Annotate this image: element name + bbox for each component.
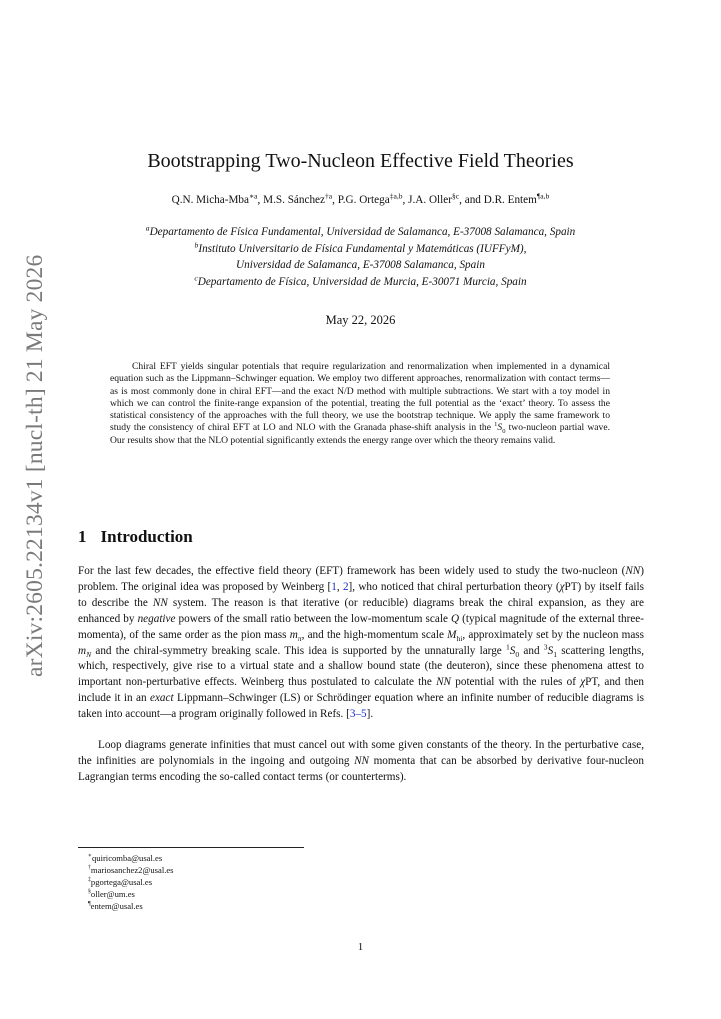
author-marks: †a <box>324 191 333 201</box>
paper-title: Bootstrapping Two-Nucleon Effective Field Theories <box>147 150 574 172</box>
section-title: Introduction <box>100 527 193 546</box>
footnote-email: †mariosanchez2@usal.es <box>88 865 174 876</box>
citation-link[interactable]: 1 <box>331 580 337 593</box>
author-name: P.G. Ortega <box>337 194 390 206</box>
affiliation-a: $^a$Departamento de Física Fundamental, Universidad de Salamanca, E-37008 Salamanca, Spain <box>145 223 576 238</box>
footnote-email: ‡pgortega@usal.es <box>88 877 153 888</box>
author-marks: §c <box>451 191 460 201</box>
arxiv-identifier-text: arXiv:2605.22134v1 [nucl-th] 21 May 2026 <box>22 254 48 677</box>
author-marks: ∗a <box>248 191 258 201</box>
footnote-email: ¶entem@usal.es <box>88 901 143 912</box>
footnote-email: ∗quiricomba@usal.es <box>88 853 163 863</box>
affiliation-c: $^c$Departamento de Física, Universidad de Murcia, E-30071 Murcia, Spain <box>194 272 527 288</box>
section-number: 1 <box>78 527 87 546</box>
section-heading <box>78 527 193 547</box>
affiliations <box>0 224 721 290</box>
paper-date: May 22, 2026 <box>325 313 396 327</box>
author-name: Q.N. Micha-Mba <box>171 194 249 206</box>
citation-link[interactable]: 2 <box>342 580 349 593</box>
paragraph-1: For the last few decades, the effective field theory (EFT) framework has been widely used to study the two-nucleon (NN) problem. The original idea was proposed by Weinberg [1, 2], who noticed that chiral perturbation theory (χPT) by itself fails to describe the NN system. The reason is that iterative (or reducible) diagrams break the chiral expansion, as they are enhanced by negative powers of the small ratio between the low-momentum scale Q (typical magnitude of the external three-momenta), of the same order as the pion mass $m_\pi$, and the high-momentum scale $M_{hi}$, approximately set by the nucleon mass $m_N$ and the chiral-symmetry breaking scale. This idea is supported by the unnaturally large $^1S_0$ and $^3S_1$ scattering lengths, which, respectively, give rise to a virtual state and a shallow bound state (the deuteron), since these phenomena attest to important non-perturbative effects. Weinberg thus postulated to calculate the NN potential with the rules of χPT, and then include it in an exact Lippmann–Schwinger (LS) or Schrödinger equation where an infinite number of reducible diagrams is taken into account—a program originally followed in Refs. [3–5]. <box>78 565 645 721</box>
affiliation-b-line2: Universidad de Salamanca, E-37008 Salamanca, Spain <box>236 259 485 271</box>
author-list: Q.N. Micha-Mba$^{∗a}$, M.S. Sánchez$^{\dagger a}$, P.G. Ortega$^{\ddagger a,b}$, J.A. Oller$^{\S c}$, and D.R. Entem$^{\P a,b}$ <box>171 191 550 206</box>
footnotes <box>88 852 174 912</box>
paragraph-2: Loop diagrams generate infinities that must cancel out with some given constants of the theory. In the perturbative case, the infinities are polynomials in the ingoing and outgoing NN momenta that can be absorbed by derivative four-nucleon Lagrangian terms encoding the so-called contact terms (or counterterms). <box>78 739 644 783</box>
page-number: 1 <box>357 941 364 953</box>
author-name: M.S. Sánchez <box>263 194 325 206</box>
citation-link[interactable]: 3–5 <box>349 708 367 721</box>
footnote-rule <box>78 847 304 848</box>
author-marks: ¶a,b <box>536 191 550 201</box>
abstract: Chiral EFT yields singular potentials that require regularization and renormalization when implemented in a dynamical equation such as the Lippmann–Schwinger equation. We employ two different approaches, renormalization with contact terms—as is most commonly done in chiral EFT—and the exact N/D method with multiple subtractions. We start with a toy model in which we can control the finite-range expansion of the potential, treating the full potential as the ‘exact’ theory. To assess the statistical consistency of the approaches with the full theory, we use the bootstrap technique. We apply the same framework to study the consistency of chiral EFT at LO and NLO with the Granada phase-shift analysis in the $^1S_0$ two-nucleon partial wave. Our results show that the NLO potential significantly extends the energy range over which the theory remains valid. <box>110 361 610 446</box>
author-marks: ‡a,b <box>389 191 403 201</box>
author-name: J.A. Oller <box>408 194 452 206</box>
arxiv-identifier-sidebar <box>22 254 52 677</box>
author-name: D.R. Entem <box>483 194 537 206</box>
affiliation-b: $^b$Instituto Universitario de Física Fundamental y Matemáticas (IUFFyM), <box>194 239 527 255</box>
footnote-email: §oller@um.es <box>88 889 135 900</box>
